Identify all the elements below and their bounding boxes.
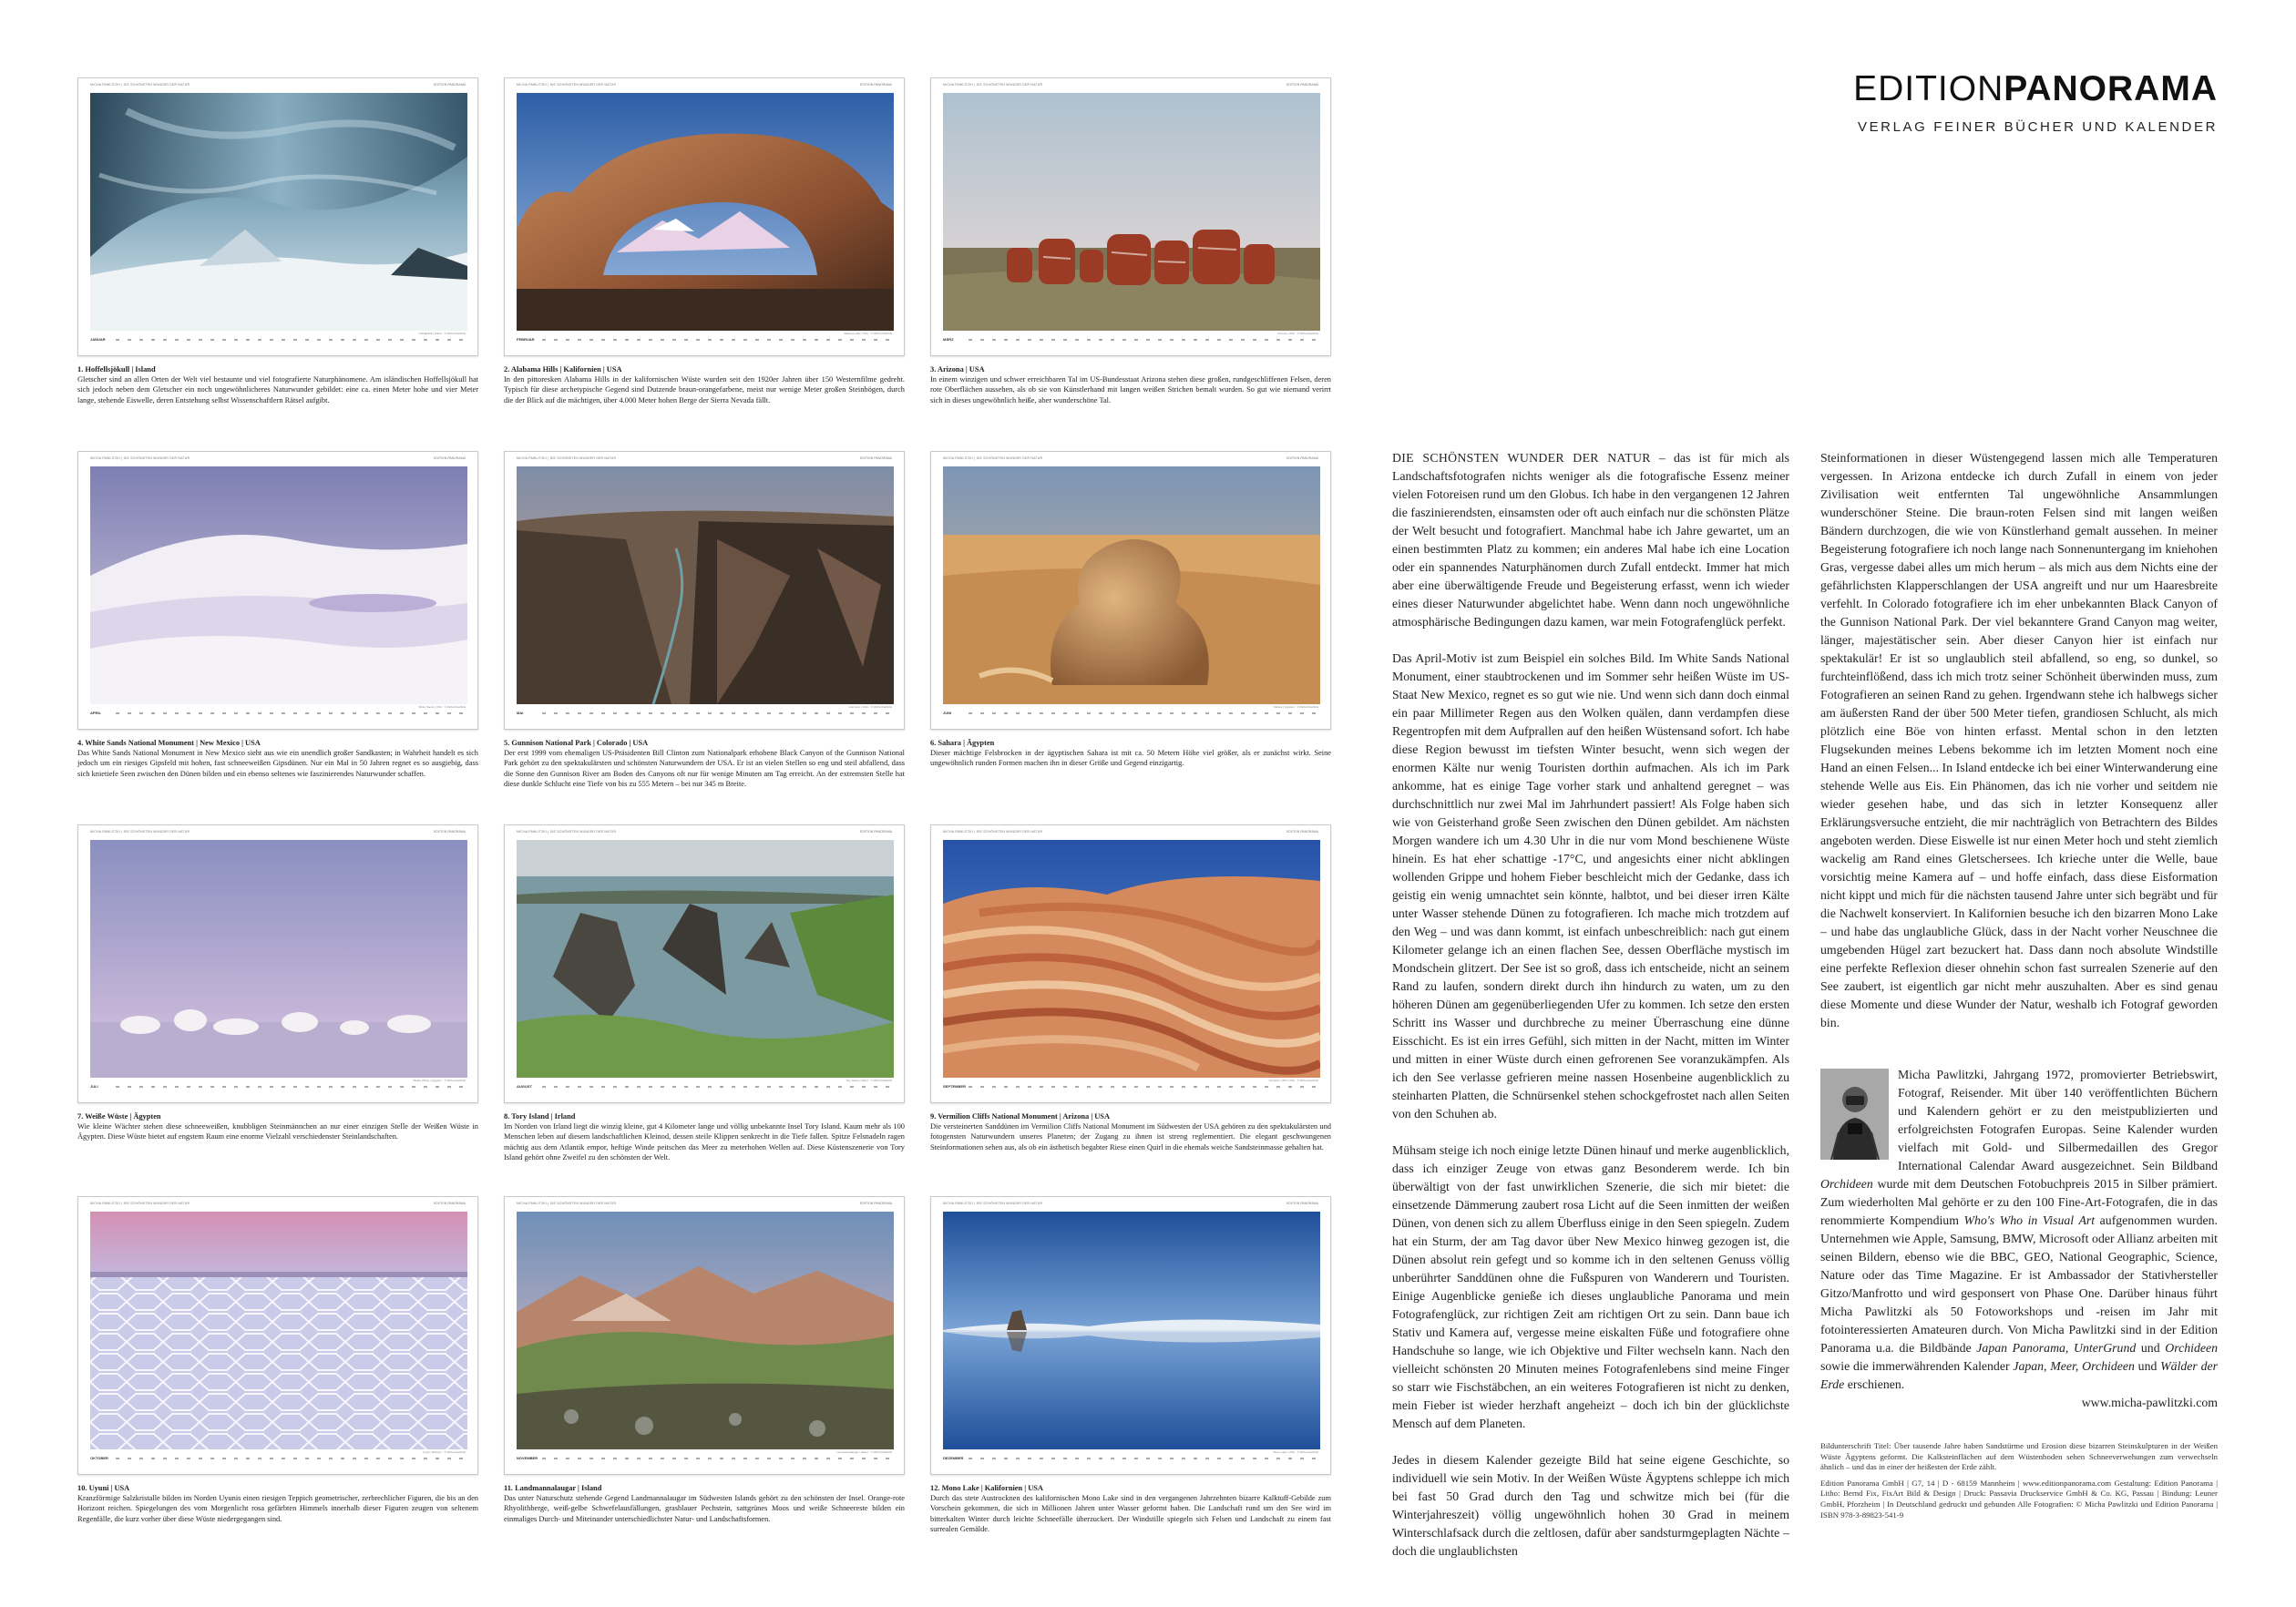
month-caption	[77, 738, 478, 779]
essay-paragraph: Das April-Motiv ist zum Beispiel ein solches Bild. Im White Sands National Monument, einer staubtrockenen und im Sommer sehr heißen Wüste im US-Staat New Mexico, regnet es so gut wie nie. Und wenn sich dann doch einmal ein paar Millimeter Regen aus den Wolken quälen, dann verdampfen diese Regentropfen mit dem Aufprallen auf den heißen Wüstensand sofort. Ich habe diese Region bewusst im tiefsten Winter besucht, wenn sich wegen der enormen Kälte nur wenig Touristen dorthin aufmachen. Als ich im Park ankomme, hat es einige Tage vorher stark und anhaltend geregnet – was durchschnittlich nur zwei Mal im Jahrhundert passiert! Als Folge haben sich wie von Geisterhand große Seen zwischen den Dünen gebildet. Am nächsten Morgen wandere ich um 4.30 Uhr in die nur vom Mond beschienene Wüste hinein. Es hat eher schattige -17°C, und angesichts einer nicht abklingen wollenden Grippe und hohem Fieber beschleicht mich der Gedanke, dass ich geistig ein wenig umnachtet sein könnte, halbtot, und bei dieser irren Kälte unter Wasser stehende Dünen zu fotografieren. Ich mache mich trotzdem auf den Weg – und was dann kommt, ist einfach unbeschreiblich: nach gut einem Kilometer gelange ich an einen flachen See, dessen Oberfläche mystisch im Mondschein glitzert. Der See ist so groß, dass ich entscheide, nicht an seinem Rand zu laufen, sondern direkt durch ihn hindurch zu waten, um zu den höheren Dünen am gegenüberliegenden Ufer zu kommen. Ich setze den ersten Schritt ins Wasser und durchbreche zu meiner Überraschung eine dünne Eisschicht. Es ist ein irres Gefühl, sich mitten in der Nacht, mitten im Winter und mitten in einer Wüste durch einen gefrorenen See voranzukämpfen. Als ich den See verlasse gefrieren meine nassen Hosenbeine augenblicklich zu steinharten Platten, die Schnürsenkel stehen schockgefrostet nach allen Seiten von den Schuhen ab.	[1392, 651, 1789, 1121]
month-thumbnail	[77, 451, 478, 730]
essay-paragraph: Jedes in diesem Kalender gezeigte Bild hat seine eigene Geschichte, so individuell wie sein Motiv. In der Weißen Wüste Ägyptens schleppe ich mich bei fast 50 Grad durch den Tag und schwitze mich bei (für die Winterjahreszeit) völlig ungewöhnlich hohen 30 Grad in meinem Winterschlafsack durch die zeltlosen, dafür aber sandsturmgeplagten Nächte – doch die unglaublichsten	[1392, 1453, 1789, 1558]
calendar-strip	[943, 336, 1320, 343]
imprint	[1820, 1441, 2218, 1526]
calendar-strip	[90, 710, 467, 717]
caption-title: 9. Vermilion Cliffs National Monument | Arizona | USA	[930, 1112, 1111, 1121]
month-name: SEPTEMBER	[943, 1084, 966, 1089]
month-caption	[77, 1483, 478, 1524]
thumb-header-left: MICHA PAWLITZKI | DIE SCHÖNSTEN WUNDER DER NATUR	[517, 83, 617, 87]
thumb-header-left: MICHA PAWLITZKI | DIE SCHÖNSTEN WUNDER DER NATUR	[943, 1202, 1043, 1205]
month-card-december	[930, 1196, 1331, 1534]
thumb-header-left: MICHA PAWLITZKI | DIE SCHÖNSTEN WUNDER DER NATUR	[90, 83, 190, 87]
month-caption	[77, 1111, 478, 1142]
photo-credit: Arizona | USA · © Micha Pawlitzki	[1277, 332, 1318, 335]
essay-column-right	[1820, 449, 2218, 1032]
month-thumbnail	[930, 77, 1331, 356]
thumb-header-right: EDITION PANORAMA	[860, 830, 892, 834]
month-thumbnail	[930, 1196, 1331, 1475]
thumb-header-right: EDITION PANORAMA	[1286, 83, 1318, 87]
thumb-header-right: EDITION PANORAMA	[1286, 456, 1318, 460]
essay-column-left	[1392, 449, 1789, 1561]
caption-text: In einem winzigen und schwer erreichbaren Tal im US-Bundesstaat Arizona stehen diese großen, rundgeschliffenen Felsen, deren rote Oberflächen aussehen, als ob sie von Künstlerhand mit langen weißen Strichen bemalt wurden. So gut wie niemand verirrt sich in dieses ungewöhnlich heiße, aber wunderschöne Tal.	[930, 375, 1331, 404]
photo-sea-stacks	[517, 840, 894, 1078]
month-caption	[504, 1111, 905, 1162]
photo-canyon	[517, 466, 894, 704]
essay-paragraph: Steinformationen in dieser Wüstengegend lassen mich alle Temperaturen vergessen. In Arizona entdecke ich durch Zufall in einem von jeder Zivilisation weit entfernten Tal ungewöhnliche Ansammlungen wunderschöner Steine. Die braun-roten Felsen sind mit langen weißen Bändern durchzogen, die wie von Künstlerhand gemalt aussehen. In meiner Begeisterung fotografiere ich noch lange nach Sonnenuntergang im kniehohen Gras, vergesse dabei alles um mich herum – als mich aus dem Nichts eine der gefährlichsten Klapperschlangen der USA angreift und nur um Haaresbreite verfehlt. In Colorado fotografiere ich im eher unbekannten Black Canyon of the Gunnison National Park. Der viel bekanntere Grand Canyon mag weiter, länger, majestätischer sein. Aber dieser Canyon hier ist einfach nur spektakulär! Er ist so unglaublich steil abfallend, so eng, so dunkel, so furchteinflößend, dass ich mich trotz seiner Schönheit überwinden muss, zum Fotografieren an seinen Rand zu gehen. Irgendwann stehe ich halbwegs sicher am äußersten Rand der über 500 Meter tiefen, grandiosen Schlucht, als mich plötzlich eine Böe von hinten erfasst. Mental schon in den letzten Flugsekunden meines Lebens bekomme ich im letzten Moment noch eine Hand an einen Felsen... In Island entdecke ich bei einer Winterwanderung eine stehende Welle aus Eis. Ein Phänomen, das ich nie vorher und seitdem nie wieder gesehen habe, und das sich in letzter Konsequenz aller Erklärungsversuche entzieht, die mir nachträglich von Betrachtern des Bildes angeboten werden. Diese Eiswelle ist nur einen Meter hoch und steht ziemlich wackelig am Rand eines Gletschersees. Ich krieche unter die Welle, baue vorsichtig meine Kamera auf – und hoffe einfach, dass diese Eisformation nicht kippt und mich für die nächsten tausend Jahre unter sich begräbt und für die Nachwelt konserviert. In Kalifornien besuche ich den bizarren Mono Lake – und habe das unglaubliche Glück, dass in der Nacht vorher Neuschnee die umgebenden Hügel zart bezuckert hat. Dass dann noch absolute Windstille eine perfekte Reflexion dieser ohnehin schon fast surrealen Szenerie auf den See zaubert, ist eigentlich gar nicht mehr auszuhalten. Aber es sind genau diese Momente und diese Wunder der Natur, weshalb ich Fotograf geworden bin.	[1820, 451, 2218, 1029]
thumb-header-right: EDITION PANORAMA	[1286, 830, 1318, 834]
caption-title: 1. Hoffellsjökull | Island	[77, 365, 156, 374]
caption-text: Wie kleine Wächter stehen diese schneeweißen, knubbligen Steinmännchen an nur einer einzigen Stelle der Weißen Wüste in Ägypten. Diese Wüste bietet auf engstem Raum eine enorme Vielzahl verschiedenster Steinlandschaften.	[77, 1122, 478, 1141]
thumb-header-left: MICHA PAWLITZKI | DIE SCHÖNSTEN WUNDER DER NATUR	[517, 456, 617, 460]
month-caption	[504, 364, 905, 405]
essay-text: – das ist für mich als Landschaftsfotografen nichts weniger als die fotografische Essenz meiner vielen Fotoreisen rund um den Globus. Ich habe in den vergangenen 12 Jahren die faszinierendsten, einsamsten oder oft auch einfach nur die schönsten Plätze der Welt besucht und fotografiert. Manchmal habe ich Jahre gewartet, um an einen bestimmten Platz zu kommen; ein anderes Mal habe ich eine Location oder ein spannendes Naturphänomen durch Zufall entdeckt. Immer hat mich aber eine überwältigende Freude und Begeisterung erfasst, wenn ich wieder eines dieser Naturwunder abgelichtet habe. Wenn dann noch ungewöhnliche atmosphärische Bedingungen dazu kamen, war mein Fotografenglück perfekt.	[1392, 451, 1789, 629]
photo-ice-wave	[90, 93, 467, 331]
author-title-ref: Japan, Meer, Orchideen	[2013, 1359, 2135, 1373]
month-card-march	[930, 77, 1331, 405]
author-title-ref: Orchideen	[2165, 1341, 2218, 1355]
caption-title: 3. Arizona | USA	[930, 365, 985, 374]
month-thumbnail	[930, 451, 1331, 730]
thumb-header-right: EDITION PANORAMA	[860, 1202, 892, 1205]
month-thumbnail	[504, 1196, 905, 1475]
month-thumbnail	[77, 1196, 478, 1475]
month-card-september	[930, 824, 1331, 1152]
month-name: DEZEMBER	[943, 1456, 964, 1460]
thumb-header-left: MICHA PAWLITZKI | DIE SCHÖNSTEN WUNDER DER NATUR	[943, 830, 1043, 834]
author-title-ref: Japan Panorama, UnterGrund	[1976, 1341, 2137, 1355]
author-portrait	[1820, 1069, 1889, 1160]
thumb-header-left: MICHA PAWLITZKI | DIE SCHÖNSTEN WUNDER DER NATUR	[943, 83, 1043, 87]
month-name: MAI	[517, 711, 524, 715]
calendar-strip	[943, 1083, 1320, 1090]
month-card-february	[504, 77, 905, 405]
author-title-ref: Wälder der Erde	[1820, 1359, 2218, 1391]
caption-title: 6. Sahara | Ägypten	[930, 739, 995, 747]
author-text: sowie die immerwährenden Kalender	[1820, 1359, 2014, 1373]
thumb-header-right: EDITION PANORAMA	[860, 456, 892, 460]
essay-paragraph: Mühsam steige ich noch einige letzte Dünen hinauf und merke augenblicklich, dass ich einziger Zeuge von etwas ganz Besonderem werde. Ich bin überwältigt von der fast unwirklichen Szenerie, die sich mir bietet: die einsetzende Dämmerung zaubert rosa Licht auf die Seen inmitten der weißen Dünen, von denen sich zu allem Überfluss einige in den Seen spiegeln. Zudem hat ein Sturm, der am Tag davor über New Mexico hinweg gezogen ist, die Dünen absolut rein gefegt und so komme ich in den seltenen Genuss völlig unberührter Sanddünen ohne die Fußspuren von Wanderern und Touristen. Einige Augenblicke genieße ich dieses unglaubliche Panorama und mein Fotografenglück, zur richtigen Zeit am richtigen Ort zu sein. Dann baue ich Stativ und Kamera auf, vergesse meine eiskalten Füße und fotografiere ohne Handschuhe so lange, wie ich Objektive und Filter wechseln kann. Nach den vielleicht schönsten 20 Minuten meines Fotografenlebens sind meine Finger so starr wie Fischstäbchen, an ein weiteres Fotografieren ist nicht zu denken, mein Fieber ist wieder herzhaft angeheizt – doch ich bin der glücklichste Mensch auf dem Planeten.	[1392, 1143, 1789, 1430]
author-text: aufgenommen wurden. Unternehmen wie Apple, Samsung, BMW, Microsoft oder Allianz arbeiten mit seinen Bildern, ebenso wie die BBC, GEO, National Geographic, Science, Nature oder das Time Magazine. Er ist Ambassador der Stativhersteller Gitzo/Manfrotto und wird gesponsert von Phase One. Darüber hinaus führt Micha Pawlitzki als 50 Fotoworkshops und -reisen im Jahr mit fotointeressierten Amateuren durch. Von Micha Pawlitzki sind in der Edition Panorama u.a. die Bildbände	[1820, 1213, 2218, 1355]
photo-red-boulders	[943, 93, 1320, 331]
caption-title: 10. Uyuni | USA	[77, 1484, 130, 1492]
author-text: Micha Pawlitzki, Jahrgang 1972, promovierter Betriebswirt, Fotograf, Reisender. Mit über 140 veröffentlichten Büchern und Kalendern gehört er zu den meistpublizierten und erfolgreichsten Fotografen Europas. Seine Kalender wurden vielfach mit Gold- und Silbermedaillen des Gregor International Calendar Award ausgezeichnet. Sein Bildband	[1898, 1068, 2218, 1172]
month-card-november	[504, 1196, 905, 1524]
photo-credit: Vermilion Cliffs | USA · © Micha Pawlitzki	[1268, 1079, 1318, 1082]
month-caption	[930, 1111, 1331, 1152]
month-card-july	[77, 824, 478, 1142]
month-thumbnail	[930, 824, 1331, 1103]
month-thumbnail	[504, 824, 905, 1103]
calendar-strip	[517, 710, 894, 717]
caption-text: Durch das stete Austrocknen des kalifornischen Mono Lake sind in den vergangenen Jahrzehnten bizarre Kalktuff-Gebilde zum Vorschein gekommen, die sich in Millionen Jahren unter Wasser geformt haben. Die Landschaft rund um den See wird im bitterkalten Winter durch leichte Schneefälle überzuckert. Der Windstille spiegeln sich Felsen und Landschaft zu einem fast surrealen Gemälde.	[930, 1494, 1331, 1533]
month-thumbnail	[77, 77, 478, 356]
month-name: JUNI	[943, 711, 952, 715]
month-card-august	[504, 824, 905, 1162]
thumb-header-right: EDITION PANORAMA	[434, 1202, 466, 1205]
caption-text: Gletscher sind an allen Orten der Welt viel bestaunte und viel fotografierte Naturphänomene. Am isländischen Hoffellsjökull hat sich jedoch neben dem Gletscher ein noch ungewöhnlicheres Naturwunder gebildet: eine ca. einen Meter hohe und vier Meter lange, stehende Eiswelle, deren Entstehung selbst Wissenschaftlern Rätsel aufgibt.	[77, 375, 478, 404]
caption-text: Die versteinerten Sanddünen im Vermilion Cliffs National Monument im Südwesten der USA gehören zu den spektakulärsten und fotogensten Naturwundern unseres Planeten; der Zugang zu ihnen ist streng reglementiert. Die elegant geschwungenen Steinformationen sehen aus, als ob ein ästhetisch begabter Riese einen Quirl in die ehemals weiche Sandsteinmasse gehalten hat.	[930, 1122, 1331, 1152]
month-name: JULI	[90, 1084, 98, 1089]
caption-text: Dieser mächtige Felsbrocken in der ägyptischen Sahara ist mit ca. 50 Metern Höhe viel größer, als er zunächst wirkt. Seine ungewöhnlich runden Formen machen ihn in dieser Größe und Gegend einzigartig.	[930, 749, 1331, 768]
photo-rock-arch	[517, 93, 894, 331]
photo-credit: Weiße Wüste | Ägypten · © Micha Pawlitzki	[413, 1079, 466, 1082]
month-caption	[504, 1483, 905, 1524]
thumb-header-right: EDITION PANORAMA	[860, 83, 892, 87]
thumb-header-right: EDITION PANORAMA	[1286, 1202, 1318, 1205]
month-name: NOVEMBER	[517, 1456, 538, 1460]
thumb-header-left: MICHA PAWLITZKI | DIE SCHÖNSTEN WUNDER DER NATUR	[517, 1202, 617, 1205]
photo-credit: Tory Island | Irland · © Micha Pawlitzki	[846, 1079, 892, 1082]
month-thumbnail	[504, 77, 905, 356]
author-text: und	[2134, 1359, 2161, 1373]
month-thumbnail	[504, 451, 905, 730]
caption-title: 5. Gunnison National Park | Colorado | USA	[504, 739, 649, 747]
thumb-header-right: EDITION PANORAMA	[434, 456, 466, 460]
calendar-strip	[943, 710, 1320, 717]
photo-credit: Landmannalaugar | Island · © Micha Pawlitzki	[836, 1450, 892, 1454]
month-caption	[77, 364, 478, 405]
photo-credit: Mono Lake | USA · © Micha Pawlitzki	[1273, 1450, 1318, 1454]
caption-title: 12. Mono Lake | Kalifornien | USA	[930, 1484, 1043, 1492]
caption-title: 7. Weiße Wüste | Ägypten	[77, 1112, 161, 1121]
author-text: wurde mit dem Deutschen Fotobuchpreis 2015 in Silber prämiert. Zum wiederholten Mal gehörte er zu den 100 Fine-Art-Fotografen, die in das renommierte Kompendium	[1820, 1177, 2218, 1227]
author-text: erschienen.	[1844, 1377, 1905, 1391]
photo-rhyolite-mountains	[517, 1212, 894, 1449]
author-title-ref: Orchideen	[1820, 1177, 1873, 1191]
thumb-header-left: MICHA PAWLITZKI | DIE SCHÖNSTEN WUNDER DER NATUR	[943, 456, 1043, 460]
caption-text: Der erst 1999 vom ehemaligen US-Präsidenten Bill Clinton zum Nationalpark erhobene Black Canyon of the Gunnison National Park gehört zu den spektakulärsten und schönsten Naturwundern der USA. Er ist an vielen Stellen so eng und steil abfallend, dass die Sonne den Gunnison River am Boden des Canyons oft nur für wenige Minuten am Tag erreicht. An der extremsten Stelle hat diese dunkle Schlucht eine Tiefe von bis zu 555 Metern – bei nur 345 m Breite.	[504, 749, 905, 788]
calendar-strip	[517, 1083, 894, 1090]
publisher-info: Edition Panorama GmbH | G7, 14 | D - 68159 Mannheim | www.editionpanorama.com Gestaltung: Edition Panorama | Litho: Bernd Fix, FixArt Bild & Design | Druck: Passavia Druckservice GmbH & Co. KG, Passau | Bindung: Leuner GmbH, Pforzheim | In Deutschland gedruckt und gebunden Alle Fotografien: © Micha Pawlitzki und Edition Panorama | ISBN 978-3-89823-541-9	[1820, 1478, 2218, 1520]
photo-salt-flat	[90, 1212, 467, 1449]
month-name: APRIL	[90, 711, 101, 715]
month-caption	[930, 1483, 1331, 1534]
author-text: und	[2136, 1341, 2166, 1355]
photo-credit: Alabama Hills | USA · © Micha Pawlitzki	[843, 332, 892, 335]
month-card-october	[77, 1196, 478, 1524]
edition-panorama-logo: EDITIONPANORAMA	[1853, 69, 2218, 108]
caption-text: Kranzförmige Salzkristalle bilden im Norden Uyunis einen riesigen Teppich geometrischer, zerbrechlicher Figuren, die bis an den Horizont reichen. Spiegelungen des vom Morgenlicht rosa gefärbten Himmels innerhalb dieser Figuren zeugen von seltenem Regenfälle, die kurz vorher über diese Wüste niedergegangen sind.	[77, 1494, 478, 1523]
author-title-ref: Who's Who in Visual Art	[1963, 1213, 2096, 1227]
month-thumbnail	[77, 824, 478, 1103]
month-card-june	[930, 451, 1331, 769]
month-card-may	[504, 451, 905, 789]
month-card-april	[77, 451, 478, 779]
photo-credit: Gunnison | USA · © Micha Pawlitzki	[848, 705, 892, 709]
calendar-strip	[517, 336, 894, 343]
caption-title: 8. Tory Island | Irland	[504, 1112, 576, 1121]
thumb-header-right: EDITION PANORAMA	[434, 83, 466, 87]
month-name: MÄRZ	[943, 337, 954, 342]
caption-text: In den pittoresken Alabama Hills in der kalifornischen Wüste wurden seit den 1920er Jahren über 150 Westernfilme gedreht. Typisch für diese archetypische Gegend sind Dutzende braun-orangefarbene, meist nur wenige Meter großen Steinbögen, durch die der Blick auf die mächtigen, über 4.000 Meter hohen Berge der Sierra Nevada fällt.	[504, 375, 905, 404]
photo-mono-lake	[943, 1212, 1320, 1449]
calendar-strip	[90, 336, 467, 343]
photo-sandstone-wave	[943, 840, 1320, 1078]
essay-lead: DIE SCHÖNSTEN WUNDER DER NATUR	[1392, 451, 1651, 465]
thumb-header-left: MICHA PAWLITZKI | DIE SCHÖNSTEN WUNDER DER NATUR	[90, 456, 190, 460]
month-caption	[930, 364, 1331, 405]
photo-credit: Uyuni | Bolivien · © Micha Pawlitzki	[423, 1450, 466, 1454]
thumb-header-right: EDITION PANORAMA	[434, 830, 466, 834]
photo-credit: Sahara | Ägypten · © Micha Pawlitzki	[1273, 705, 1318, 709]
month-caption	[930, 738, 1331, 769]
author-bio	[1820, 1066, 2218, 1412]
calendar-strip	[943, 1455, 1320, 1462]
author-website: www.micha-pawlitzki.com	[2081, 1396, 2218, 1409]
thumb-header-left: MICHA PAWLITZKI | DIE SCHÖNSTEN WUNDER DER NATUR	[90, 830, 190, 834]
month-card-january	[77, 77, 478, 405]
brand-block	[1804, 71, 2218, 135]
calendar-strip	[517, 1455, 894, 1462]
essay-paragraph	[1392, 449, 1789, 631]
caption-text: Das unter Naturschutz stehende Gegend Landmannalaugar im Südwesten Islands gehört zu den schönsten der Insel. Orange-rote Rhyolithberge, weiß-gelbe Schwefelausfällungen, grasblauer Pechstein, sattgrünes Moos und weiße Schneereste bilden ein einmaliges Durch- und Miteinander unterschiedlichster Natur- und Landschaftsformen.	[504, 1494, 905, 1523]
photo-credit: Höfðajökull | Island · © Micha Pawlitzki	[418, 332, 466, 335]
brand-tagline: VERLAG FEINER BÜCHER UND KALENDER	[1857, 119, 2218, 135]
month-name: AUGUST	[517, 1084, 532, 1089]
caption-title: 4. White Sands National Monument | New Mexico | USA	[77, 739, 261, 747]
photo-white-desert	[90, 840, 467, 1078]
photo-sahara-rock	[943, 466, 1320, 704]
thumb-header-left: MICHA PAWLITZKI | DIE SCHÖNSTEN WUNDER DER NATUR	[517, 830, 617, 834]
photo-white-sands	[90, 466, 467, 704]
caption-title: 11. Landmannalaugar | Island	[504, 1484, 602, 1492]
caption-text: Im Norden von Irland liegt die winzig kleine, gut 4 Kilometer lange und völlig unbekannte Insel Tory Island. Kaum mehr als 100 Menschen leben auf diesem landschaftlichen Kleinod, dessen steile Klippen senkrecht in die Tiefe fallen. Spitze Felsnadeln ragen mächtig aus dem Atlantik empor, heftige Winde peitschen das Meer zu meterhohen Wellen auf. Diese Küstenszenerie von Tory Island gehört ohne Zweifel zu den schönsten der Welt.	[504, 1122, 905, 1162]
month-caption	[504, 738, 905, 789]
cover-caption: Bildunterschrift Titel: Über tausende Jahre haben Sandstürme und Erosion diese bizarren Steinskulpturen in der Weißen Wüste Ägyptens geformt. Die Kalksteinflächen auf dem Wüstenboden sehen Schneeverwehungen zum verwechseln ähnlich – und das in einer der heißesten der Erde zählt.	[1820, 1441, 2218, 1472]
month-name: OKTOBER	[90, 1456, 108, 1460]
month-name: JANUAR	[90, 337, 106, 342]
thumb-header-left: MICHA PAWLITZKI | DIE SCHÖNSTEN WUNDER DER NATUR	[90, 1202, 190, 1205]
caption-title: 2. Alabama Hills | Kalifornien | USA	[504, 365, 622, 374]
calendar-strip	[90, 1455, 467, 1462]
month-name: FEBRUAR	[517, 337, 535, 342]
photo-credit: White Sands | USA · © Micha Pawlitzki	[418, 705, 466, 709]
calendar-strip	[90, 1083, 467, 1090]
caption-text: Das White Sands National Monument in New Mexico sieht aus wie ein unendlich großer Sandkasten; in Wahrheit handelt es sich jedoch um ein riesiges Gipsfeld mit hohen, fast schneeweißen Gipsdünen. Nur ein Mal in 50 Jahren regnet es so ausgiebig, dass sich knietiefe Seen zwischen den Dünen bilden und ein ebenso seltenes wie faszinierendes Naturwunder schaffen.	[77, 749, 478, 778]
